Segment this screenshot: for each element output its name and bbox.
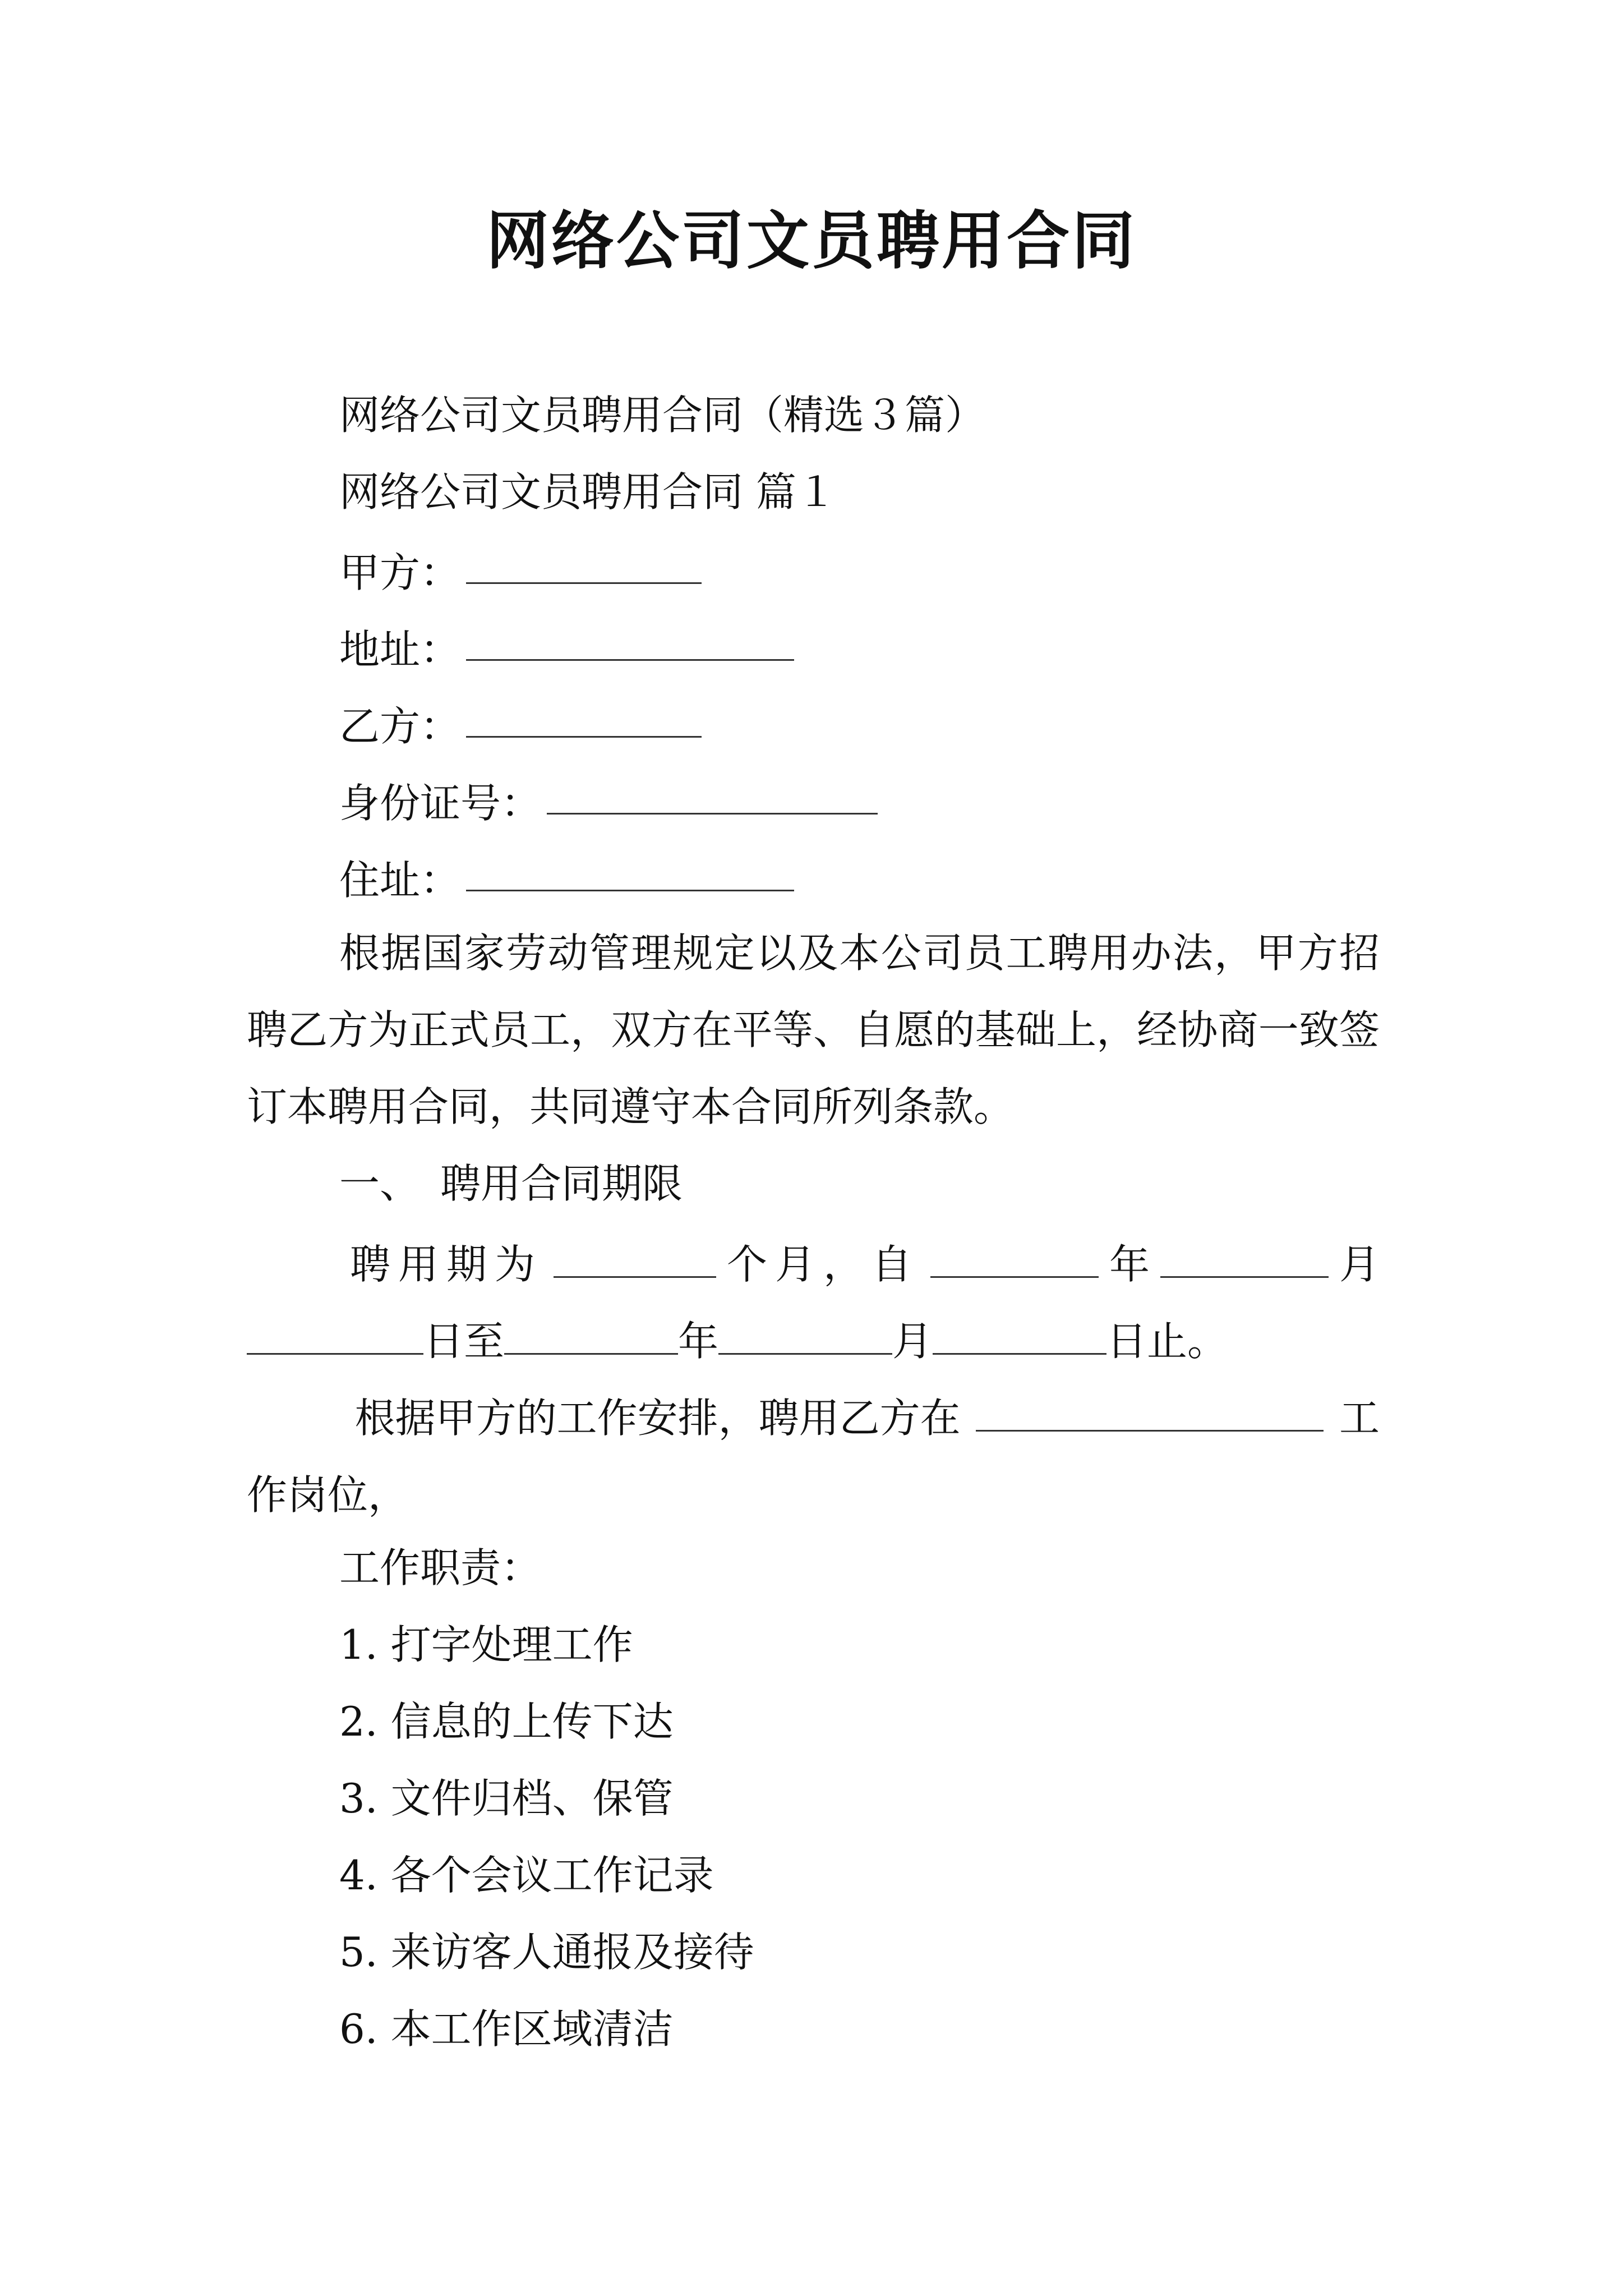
- term-end-year-blank: [504, 1320, 678, 1355]
- id-number-blank: [547, 785, 878, 815]
- section-heading: 网络公司文员聘用合同 篇１: [339, 468, 837, 516]
- position-text-line2: 作岗位，: [247, 1471, 409, 1519]
- term-text-6: 年: [678, 1317, 719, 1365]
- term-months-blank: [554, 1244, 716, 1278]
- party-a-field: [339, 531, 702, 608]
- id-number-label: 身份证号：: [339, 779, 542, 827]
- term-text-8: 日止。: [1106, 1317, 1228, 1365]
- term-start-year-blank: [930, 1244, 1099, 1278]
- id-number-field: [339, 761, 878, 838]
- duty-item: 6. 本工作区域清洁: [339, 2005, 674, 2053]
- address-label: 地址：: [339, 625, 461, 673]
- party-a-blank: [466, 554, 702, 584]
- term-end-day-blank: [933, 1320, 1106, 1355]
- position-line-1: [247, 1376, 1380, 1453]
- term-start-month-blank: [1160, 1244, 1329, 1278]
- term-text-7: 月: [892, 1317, 933, 1365]
- residence-blank: [466, 862, 794, 891]
- term-text-5: 日至: [423, 1317, 505, 1365]
- party-b-blank: [466, 708, 702, 738]
- party-a-label: 甲方：: [339, 549, 461, 596]
- duty-item: 5. 来访客人通报及接待: [339, 1929, 754, 1976]
- document-title: 网络公司文员聘用合同: [486, 205, 1137, 278]
- term-text-2: 个月，自: [726, 1240, 920, 1288]
- duty-item: 4. 各个会议工作记录: [339, 1852, 714, 1899]
- position-blank: [976, 1397, 1324, 1432]
- position-text-after: 工: [1339, 1394, 1380, 1442]
- term-end-month-blank: [718, 1320, 892, 1355]
- address-field: [339, 608, 794, 684]
- residence-field: [339, 838, 794, 915]
- duties-heading: 工作职责：: [339, 1544, 542, 1591]
- subtitle: 网络公司文员聘用合同（精选３篇）: [339, 392, 986, 439]
- position-line-2: [247, 1453, 1380, 1530]
- party-b-label: 乙方：: [339, 702, 461, 750]
- term-text-4: 月: [1339, 1240, 1380, 1288]
- clause-1-heading: 一、 聘用合同期限: [339, 1160, 683, 1207]
- duty-item: 2. 信息的上传下达: [339, 1698, 674, 1745]
- term-start-day-blank: [247, 1320, 423, 1355]
- term-line-1: [247, 1222, 1380, 1299]
- duty-item: 1. 打字处理工作: [339, 1621, 633, 1668]
- intro-paragraph: 根据国家劳动管理规定以及本公司员工聘用办法，甲方招聘乙方为正式员工，双方在平等、自愿的基础上，经协商一致签订本聘用合同，共同遵守本合同所列条款。: [247, 930, 1380, 1130]
- position-text-before: 根据甲方的工作安排，聘用乙方在: [354, 1394, 961, 1442]
- address-blank: [466, 631, 794, 661]
- residence-label: 住址：: [339, 856, 461, 904]
- duty-item: 3. 文件归档、保管: [339, 1775, 674, 1822]
- term-text-1: 聘用期为: [349, 1240, 543, 1288]
- party-b-field: [339, 684, 702, 761]
- term-line-2: [247, 1299, 1380, 1376]
- term-text-3: 年: [1109, 1240, 1150, 1288]
